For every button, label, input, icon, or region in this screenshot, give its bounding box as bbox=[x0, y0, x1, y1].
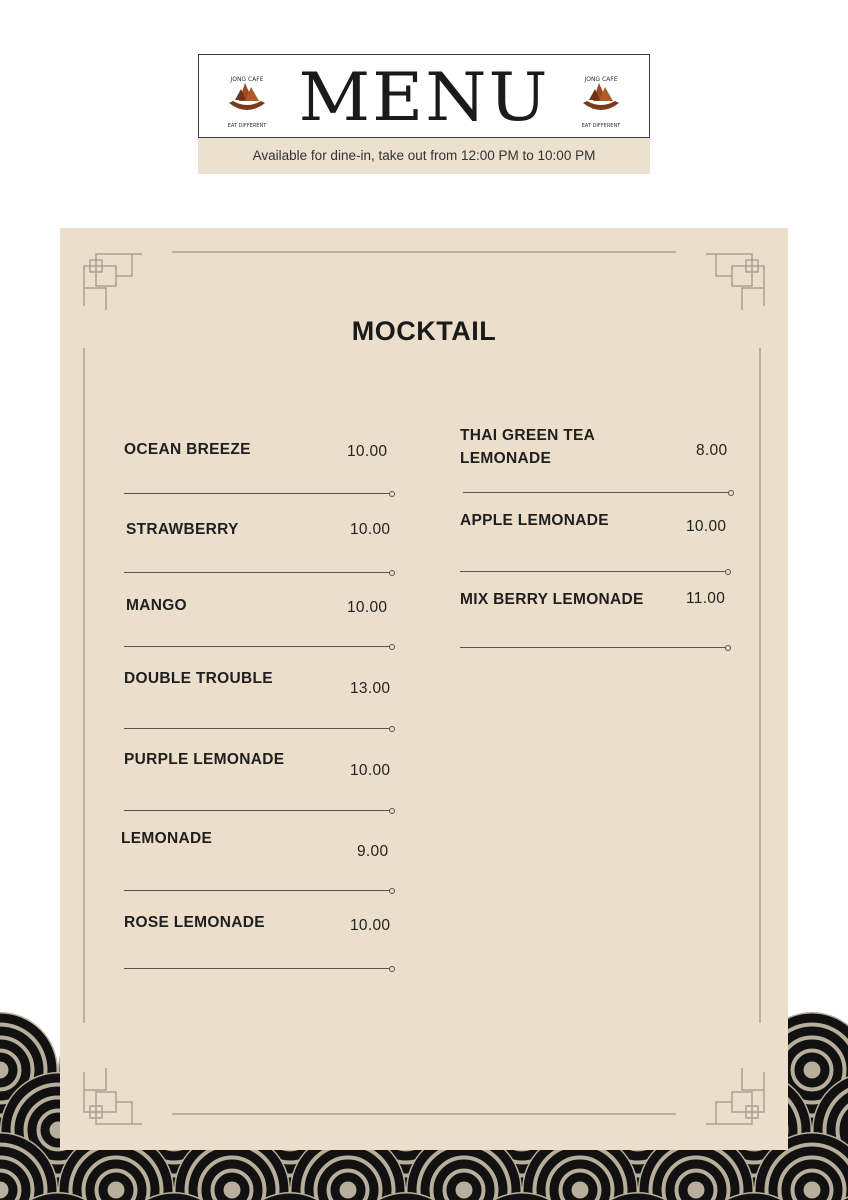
section-title: MOCKTAIL bbox=[351, 316, 497, 346]
item-divider bbox=[124, 810, 392, 811]
item-divider bbox=[460, 647, 728, 648]
item-price: 10.00 bbox=[350, 521, 391, 538]
item-divider bbox=[124, 968, 392, 969]
item-price: 9.00 bbox=[357, 843, 389, 860]
item-divider bbox=[124, 728, 392, 729]
item-divider bbox=[463, 492, 731, 493]
svg-text:JONG CAFE: JONG CAFE bbox=[584, 76, 618, 83]
item-divider bbox=[124, 572, 392, 573]
item-price: 10.00 bbox=[347, 599, 388, 616]
item-name: STRAWBERRY bbox=[126, 521, 239, 538]
item-price: 10.00 bbox=[350, 762, 391, 779]
item-divider bbox=[124, 890, 392, 891]
item-divider bbox=[124, 646, 392, 647]
item-price: 8.00 bbox=[696, 442, 728, 459]
item-name: MANGO bbox=[126, 597, 187, 614]
svg-text:JONG CAFE: JONG CAFE bbox=[230, 76, 264, 83]
item-price: 13.00 bbox=[350, 680, 391, 697]
item-price: 10.00 bbox=[347, 443, 388, 460]
item-name: DOUBLE TROUBLE bbox=[124, 670, 273, 687]
item-divider bbox=[124, 493, 392, 494]
item-price: 10.00 bbox=[350, 917, 391, 934]
item-price: 10.00 bbox=[686, 518, 727, 535]
item-name: PURPLE LEMONADE bbox=[124, 751, 285, 768]
hours-banner: Available for dine-in, take out from 12:00 PM to 10:00 PM bbox=[198, 138, 650, 174]
item-name: LEMONADE bbox=[460, 450, 552, 467]
item-name: APPLE LEMONADE bbox=[460, 512, 609, 529]
item-name: OCEAN BREEZE bbox=[124, 441, 251, 458]
item-name: ROSE LEMONADE bbox=[124, 914, 265, 931]
svg-text:EAT DIFFERENT: EAT DIFFERENT bbox=[581, 123, 621, 129]
svg-text:EAT DIFFERENT: EAT DIFFERENT bbox=[227, 123, 267, 129]
item-name: THAI GREEN TEA bbox=[460, 427, 596, 444]
menu-card bbox=[60, 228, 788, 1150]
item-divider bbox=[460, 571, 728, 572]
item-name: MIX BERRY LEMONADE bbox=[460, 591, 644, 608]
menu-header bbox=[198, 54, 650, 138]
item-name: LEMONADE bbox=[121, 830, 213, 847]
item-price: 11.00 bbox=[686, 590, 726, 607]
boat-logo-icon bbox=[573, 73, 629, 129]
menu-title: MENU bbox=[298, 58, 550, 136]
